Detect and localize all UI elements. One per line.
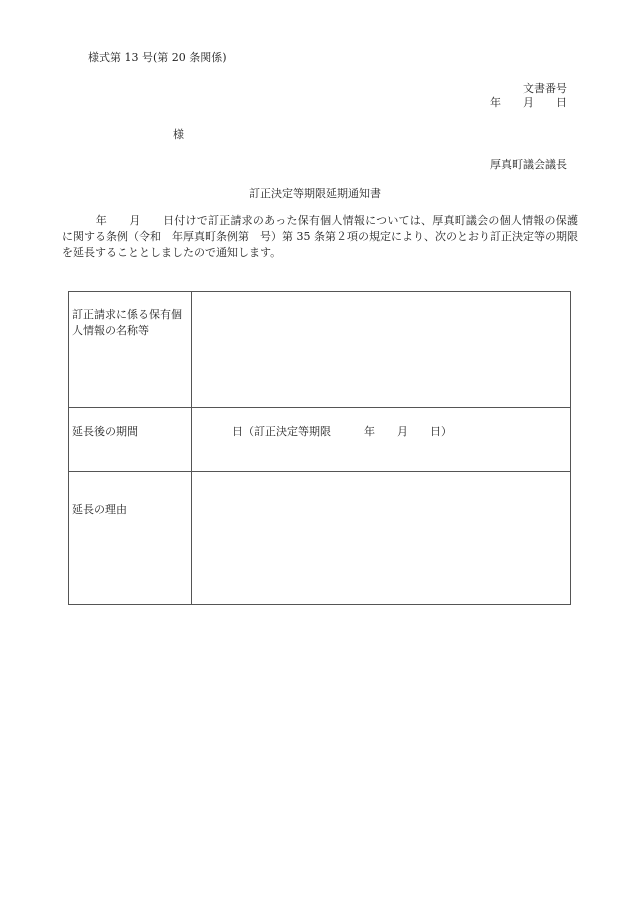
sender-title: 厚真町議会議長	[490, 158, 567, 171]
extension-reason-value-cell	[192, 472, 571, 605]
table-row-info-name	[69, 292, 571, 408]
extension-reason-label: 延長の理由	[72, 503, 127, 516]
info-name-label: 訂正請求に係る保有個人情報の名称等	[72, 308, 182, 337]
extended-period-label-cell	[69, 408, 192, 472]
extension-reason-label-cell	[69, 472, 192, 605]
info-name-value	[192, 292, 570, 308]
info-name-label-cell	[69, 292, 192, 408]
date-line: 年 月 日	[490, 96, 567, 109]
extension-reason-value	[192, 472, 570, 488]
document-title: 訂正決定等期限延期通知書	[249, 187, 381, 200]
notice-form-table	[68, 291, 571, 605]
document-number-label: 文書番号	[523, 82, 567, 95]
notice-body-text: 年 月 日付けで訂正請求のあった保有個人情報については、厚真町議会の個人情報の保護に関する条例（令和 年厚真町条例第 号）第 35 条第２項の規定により、次のとおり訂正決定等の期限を延長することとしましたので通知します。	[62, 214, 578, 259]
table-row-extended-period	[69, 408, 571, 472]
addressee-honorific: 様	[173, 128, 184, 141]
extended-period-label: 延長後の期間	[72, 425, 138, 438]
table-row-extension-reason	[69, 472, 571, 605]
form-number: 様式第 13 号(第 20 条関係)	[88, 51, 227, 64]
extended-period-value-cell	[192, 408, 571, 472]
info-name-value-cell	[192, 292, 571, 408]
extended-period-value: 日（訂正決定等期限 年 月 日）	[232, 425, 452, 438]
